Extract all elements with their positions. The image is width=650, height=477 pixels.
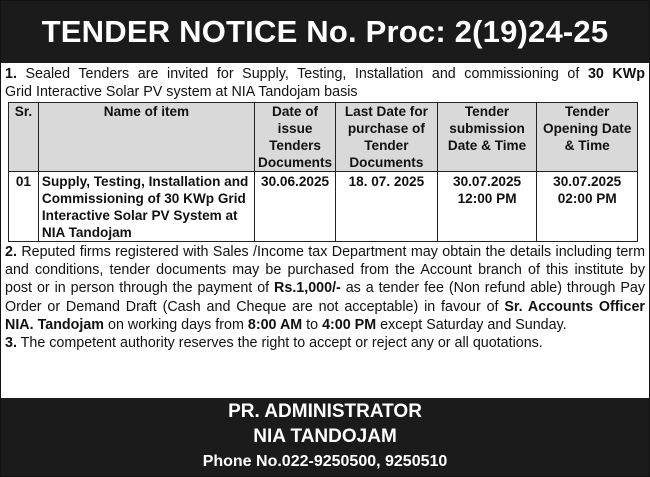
paragraph-3 bbox=[1, 334, 649, 352]
footer-phone: Phone No.022-9250500, 9250510 bbox=[202, 453, 448, 470]
header-item-name: Name of item bbox=[38, 103, 254, 172]
cell-sr: 01 bbox=[9, 172, 39, 242]
table-header-row bbox=[9, 103, 638, 172]
cell-opening bbox=[537, 172, 638, 242]
paragraph-2-number: 2. bbox=[5, 244, 17, 260]
footer-banner bbox=[1, 398, 649, 476]
cell-item-name: Supply, Testing, Installation and Commissioning of 30 KWp Grid Interactive Solar PV System at NIA Tandojam bbox=[38, 172, 254, 242]
paragraph-1-capacity: 30 KWp bbox=[587, 66, 645, 82]
payee-name: Sr. Accounts Officer NIA. Tandojam bbox=[5, 298, 645, 333]
paragraph-2 bbox=[1, 243, 649, 334]
table-row bbox=[9, 172, 638, 242]
notice-title-banner bbox=[1, 1, 649, 63]
submission-time: 12:00 PM bbox=[457, 191, 517, 206]
header-opening: Tender Opening Date & Time bbox=[537, 103, 638, 172]
paragraph-2-text-d: to bbox=[306, 316, 319, 333]
opening-date: 30.07.2025 bbox=[553, 174, 622, 189]
paragraph-2-text-a: Reputed firms registered with Sales /Income tax Department may obtain the details including term and conditions, tender documents may be purchased from the Account branch of this institute by post or in person through the payment of bbox=[5, 244, 645, 297]
paragraph-3-number: 3. bbox=[5, 335, 17, 352]
paragraph-1-text-a: Sealed Tenders are invited for Supply, Testing, Installation and commissioning of bbox=[25, 66, 580, 82]
opening-time: 02:00 PM bbox=[557, 191, 617, 206]
tender-table bbox=[8, 102, 638, 242]
paragraph-1-line-1 bbox=[5, 65, 645, 83]
header-sr: Sr. bbox=[9, 103, 39, 172]
footer-designation: PR. ADMINISTRATOR bbox=[228, 401, 422, 422]
header-submission: Tender submission Date & Time bbox=[437, 103, 537, 172]
time-from: 8:00 AM bbox=[247, 316, 303, 333]
paragraph-1 bbox=[1, 65, 649, 101]
cell-submission bbox=[437, 172, 537, 242]
paragraph-2-text-e: except Saturday and Sunday. bbox=[380, 316, 567, 333]
paragraph-2-text-b: as a tender fee (Non refund able) through Pay Order or Demand Draft (Cash and Cheque are not acceptable) in favour of bbox=[5, 280, 645, 315]
cell-issue-date: 30.06.2025 bbox=[255, 172, 336, 242]
paragraph-1-number: 1. bbox=[5, 66, 17, 82]
notice-title: TENDER NOTICE No. Proc: 2(19)24-25 bbox=[41, 14, 609, 49]
header-issue-date: Date of issue Tenders Documents bbox=[255, 103, 336, 172]
paragraph-2-text-c: on working days from bbox=[108, 316, 244, 333]
tender-fee: Rs.1,000/- bbox=[274, 280, 341, 297]
paragraph-1-line-2 bbox=[5, 83, 645, 101]
paragraph-3-text: The competent authority reserves the right to accept or reject any or all quotations. bbox=[20, 335, 543, 352]
submission-date: 30.07.2025 bbox=[453, 174, 522, 189]
paragraph-1-text-b: Grid Interactive Solar PV system at NIA Tandojam basis bbox=[5, 84, 358, 100]
time-to: 4:00 PM bbox=[322, 316, 377, 333]
footer-organization: NIA TANDOJAM bbox=[253, 426, 397, 447]
header-last-date: Last Date for purchase of Tender Documents bbox=[336, 103, 438, 172]
cell-last-date: 18. 07. 2025 bbox=[336, 172, 438, 242]
